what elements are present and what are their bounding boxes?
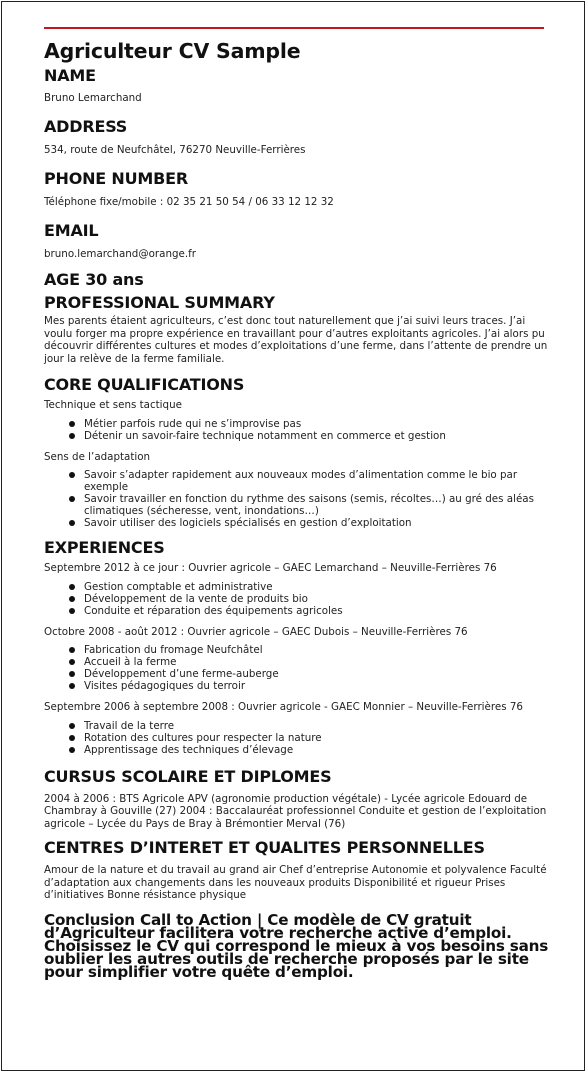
job-title: Octobre 2008 - août 2012 : Ouvrier agricole – GAEC Dubois – Neuville-Ferrières 76 xyxy=(44,625,468,638)
qualification-list xyxy=(44,469,549,529)
education-text: 2004 à 2006 : BTS Agricole APV (agronomie production végétale) - Lycée agricole Edouard de Chambray à Gouville (27) 2004 : Baccalauréat professionnel Conduite et gestion de l’exploitation agricole – Lycée du Pays de Bray à Brémontier Merval (76) xyxy=(44,792,547,830)
address-value: 534, route de Neufchâtel, 76270 Neuville-Ferrières xyxy=(44,143,306,156)
list-item: Développement de la vente de produits bio xyxy=(44,593,549,605)
list-item: Travail de la terre xyxy=(44,720,549,732)
qualification-group-label: Sens de l’adaptation xyxy=(44,450,151,463)
email-heading: EMAIL xyxy=(44,220,99,240)
accent-rule xyxy=(44,27,544,29)
job-title: Septembre 2006 à septembre 2008 : Ouvrier agricole - GAEC Monnier – Neuville-Ferrières 76 xyxy=(44,701,523,713)
conclusion-call-to-action: Conclusion Call to Action | Ce modèle de CV gratuit d’Agriculteur facilitera votre recherche active d’emploi. Choisissez le CV qui correspond le mieux à vos besoins sans oublier les autres outils de recherche proposés par le site pour simplifier votre quête d’emploi. xyxy=(44,910,549,981)
list-item: Apprentissage des techniques d’élevage xyxy=(44,744,549,756)
job-tasks xyxy=(44,581,549,617)
address-heading: ADDRESS xyxy=(44,116,128,136)
interests-heading: CENTRES D’INTERET ET QUALITES PERSONNELLES xyxy=(44,838,485,857)
list-item: Gestion comptable et administrative xyxy=(44,581,549,593)
qualification-list xyxy=(44,418,549,442)
list-item: Visites pédagogiques du terroir xyxy=(44,680,549,692)
list-item: Fabrication du fromage Neufchâtel xyxy=(44,644,549,656)
phone-value: Téléphone fixe/mobile : 02 35 21 50 54 / 06 33 12 12 32 xyxy=(44,196,334,208)
education-heading: CURSUS SCOLAIRE ET DIPLOMES xyxy=(44,766,332,786)
list-item: Savoir s’adapter rapidement aux nouveaux modes d’alimentation comme le bio par exemple xyxy=(44,469,549,493)
age-heading: AGE 30 ans xyxy=(44,270,144,289)
list-item: Accueil à la ferme xyxy=(44,656,549,668)
list-item: Conduite et réparation des équipements agricoles xyxy=(44,605,549,617)
name-value: Bruno Lemarchand xyxy=(44,92,142,104)
list-item: Détenir un savoir-faire technique notamment en commerce et gestion xyxy=(44,430,549,442)
list-item: Savoir travailler en fonction du rythme des saisons (semis, récoltes…) au gré des aléas climatiques (sécheresse, vent, inondations…) xyxy=(44,493,549,517)
interests-text: Amour de la nature et du travail au grand air Chef d’entreprise Autonomie et polyvalence Faculté d’adaptation aux changements dans les nouveaux produits Disponibilité et rigueur Prises d’initiatives Bonne résistance physique xyxy=(44,864,547,901)
summary-heading: PROFESSIONAL SUMMARY xyxy=(44,293,275,312)
qualifications-heading: CORE QUALIFICATIONS xyxy=(44,375,245,394)
list-item: Rotation des cultures pour respecter la nature xyxy=(44,732,549,744)
cv-document xyxy=(44,36,549,979)
list-item: Développement d’une ferme-auberge xyxy=(44,668,549,680)
job-title: Septembre 2012 à ce jour : Ouvrier agricole – GAEC Lemarchand – Neuville-Ferrières 76 xyxy=(44,562,497,574)
list-item: Métier parfois rude qui ne s’improvise pas xyxy=(44,418,549,430)
job-tasks xyxy=(44,720,549,756)
phone-heading: PHONE NUMBER xyxy=(44,169,188,188)
job-tasks xyxy=(44,644,549,692)
email-value: bruno.lemarchand@orange.fr xyxy=(44,247,196,260)
qualification-group-label: Technique et sens tactique xyxy=(44,399,182,411)
name-heading: NAME xyxy=(44,66,96,85)
experiences-heading: EXPERIENCES xyxy=(44,538,165,557)
summary-text: Mes parents étaient agriculteurs, c’est donc tout naturellement que j’ai suivi leurs traces. J’ai voulu forger ma propre expérience en travaillant pour d’autres exploitants agricoles. J’ai alors pu découvrir différentes cultures et modes d’exploitations d’une ferme, dans l’attente de prendre un jour la relève de la ferme familiale. xyxy=(44,315,548,365)
list-item: Savoir utiliser des logiciels spécialisés en gestion d’exploitation xyxy=(44,517,549,529)
cv-title: Agriculteur CV Sample xyxy=(44,39,301,63)
